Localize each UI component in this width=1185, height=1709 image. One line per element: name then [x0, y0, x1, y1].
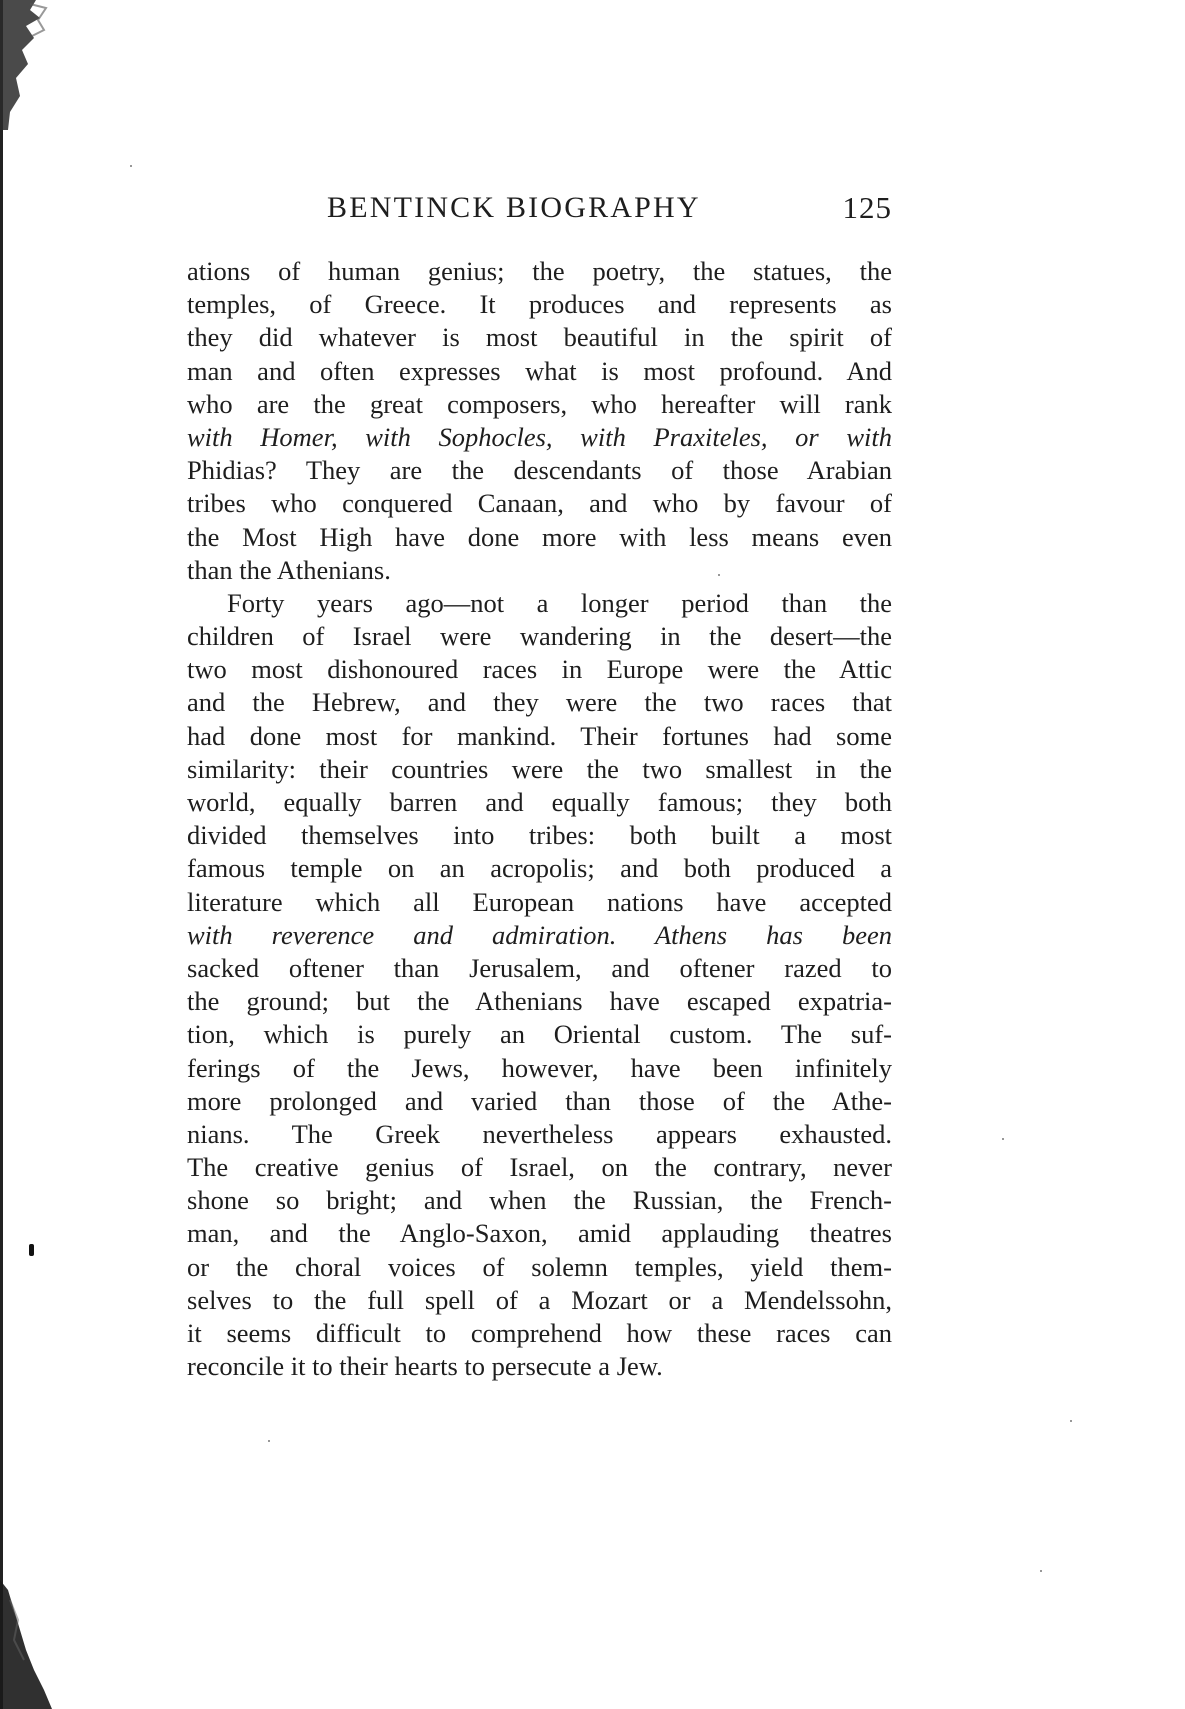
text-line: tribes who conquered Canaan, and who by favour of — [187, 488, 892, 519]
binding-edge — [0, 0, 3, 1709]
text-line: sacked oftener than Jerusalem, and oftener razed to — [187, 952, 892, 983]
text-line: shone so bright; and when the Russian, the French- — [187, 1185, 892, 1216]
text-line: children of Israel were wandering in the desert—the — [187, 621, 892, 652]
text-line: tion, which is purely an Oriental custom. The suf- — [187, 1019, 892, 1050]
page-number: 125 — [842, 190, 892, 225]
text-line: world, equally barren and equally famous; they both — [187, 787, 892, 817]
text-line: divided themselves into tribes: both built a most — [187, 820, 892, 851]
paper-speck — [1040, 1570, 1042, 1572]
text-line: and the Hebrew, and they were the two races that — [187, 687, 892, 718]
text-line: ferings of the Jews, however, have been infinitely — [187, 1052, 892, 1083]
text-line: famous temple on an acropolis; and both produced a — [187, 853, 892, 884]
text-line: more prolonged and varied than those of the Athe- — [187, 1085, 892, 1116]
running-head — [187, 186, 892, 230]
binding-shadow-bottom — [0, 1580, 70, 1709]
text-line: The creative genius of Israel, on the contrary, never — [187, 1152, 892, 1183]
text-line: Phidias? They are the descendants of those Arabian — [187, 455, 892, 486]
text-line: or the choral voices of solemn temples, yield them- — [187, 1251, 892, 1282]
text-line: nians. The Greek nevertheless appears exhausted. — [187, 1118, 892, 1149]
text-line: ations of human genius; the poetry, the statues, the — [187, 256, 892, 286]
body-text — [187, 255, 892, 1383]
text-line: similarity: their countries were the two smallest in the — [187, 753, 892, 784]
text-line: two most dishonoured races in Europe were the Attic — [187, 654, 892, 685]
text-line: literature which all European nations have accepted — [187, 886, 892, 917]
margin-mark — [29, 1244, 34, 1256]
text-line: temples, of Greece. It produces and represents as — [187, 289, 892, 320]
text-line: than the Athenians. — [187, 554, 391, 585]
paragraph-1 — [187, 255, 892, 587]
text-line: it seems difficult to comprehend how these races can — [187, 1318, 892, 1348]
paper-speck — [1070, 1420, 1072, 1422]
paper-speck — [268, 1440, 270, 1442]
paragraph-2 — [187, 587, 892, 1384]
text-line: had done most for mankind. Their fortunes had some — [187, 720, 892, 751]
text-line: they did whatever is most beautiful in the spirit of — [187, 322, 892, 353]
paper-speck — [1002, 1138, 1004, 1140]
paper-speck — [130, 165, 132, 167]
text-line: the ground; but the Athenians have escaped expatria- — [187, 986, 892, 1017]
binding-shadow-top — [0, 0, 70, 130]
text-line: man and often expresses what is most profound. And — [187, 355, 892, 386]
text-line: Forty years ago—not a longer period than the — [227, 587, 892, 618]
text-line: with reverence and admiration. Athens has been — [187, 919, 892, 950]
text-line: the Most High have done more with less means even — [187, 521, 892, 552]
text-line: who are the great composers, who hereafter will rank — [187, 388, 892, 419]
text-line: with Homer, with Sophocles, with Praxiteles, or with — [187, 421, 892, 452]
running-title: BENTINCK BIOGRAPHY — [327, 191, 701, 224]
text-line: reconcile it to their hearts to persecute a Jew. — [187, 1351, 663, 1382]
text-line: man, and the Anglo-Saxon, amid applauding theatres — [187, 1218, 892, 1249]
text-line: selves to the full spell of a Mozart or a Mendelssohn, — [187, 1284, 892, 1315]
